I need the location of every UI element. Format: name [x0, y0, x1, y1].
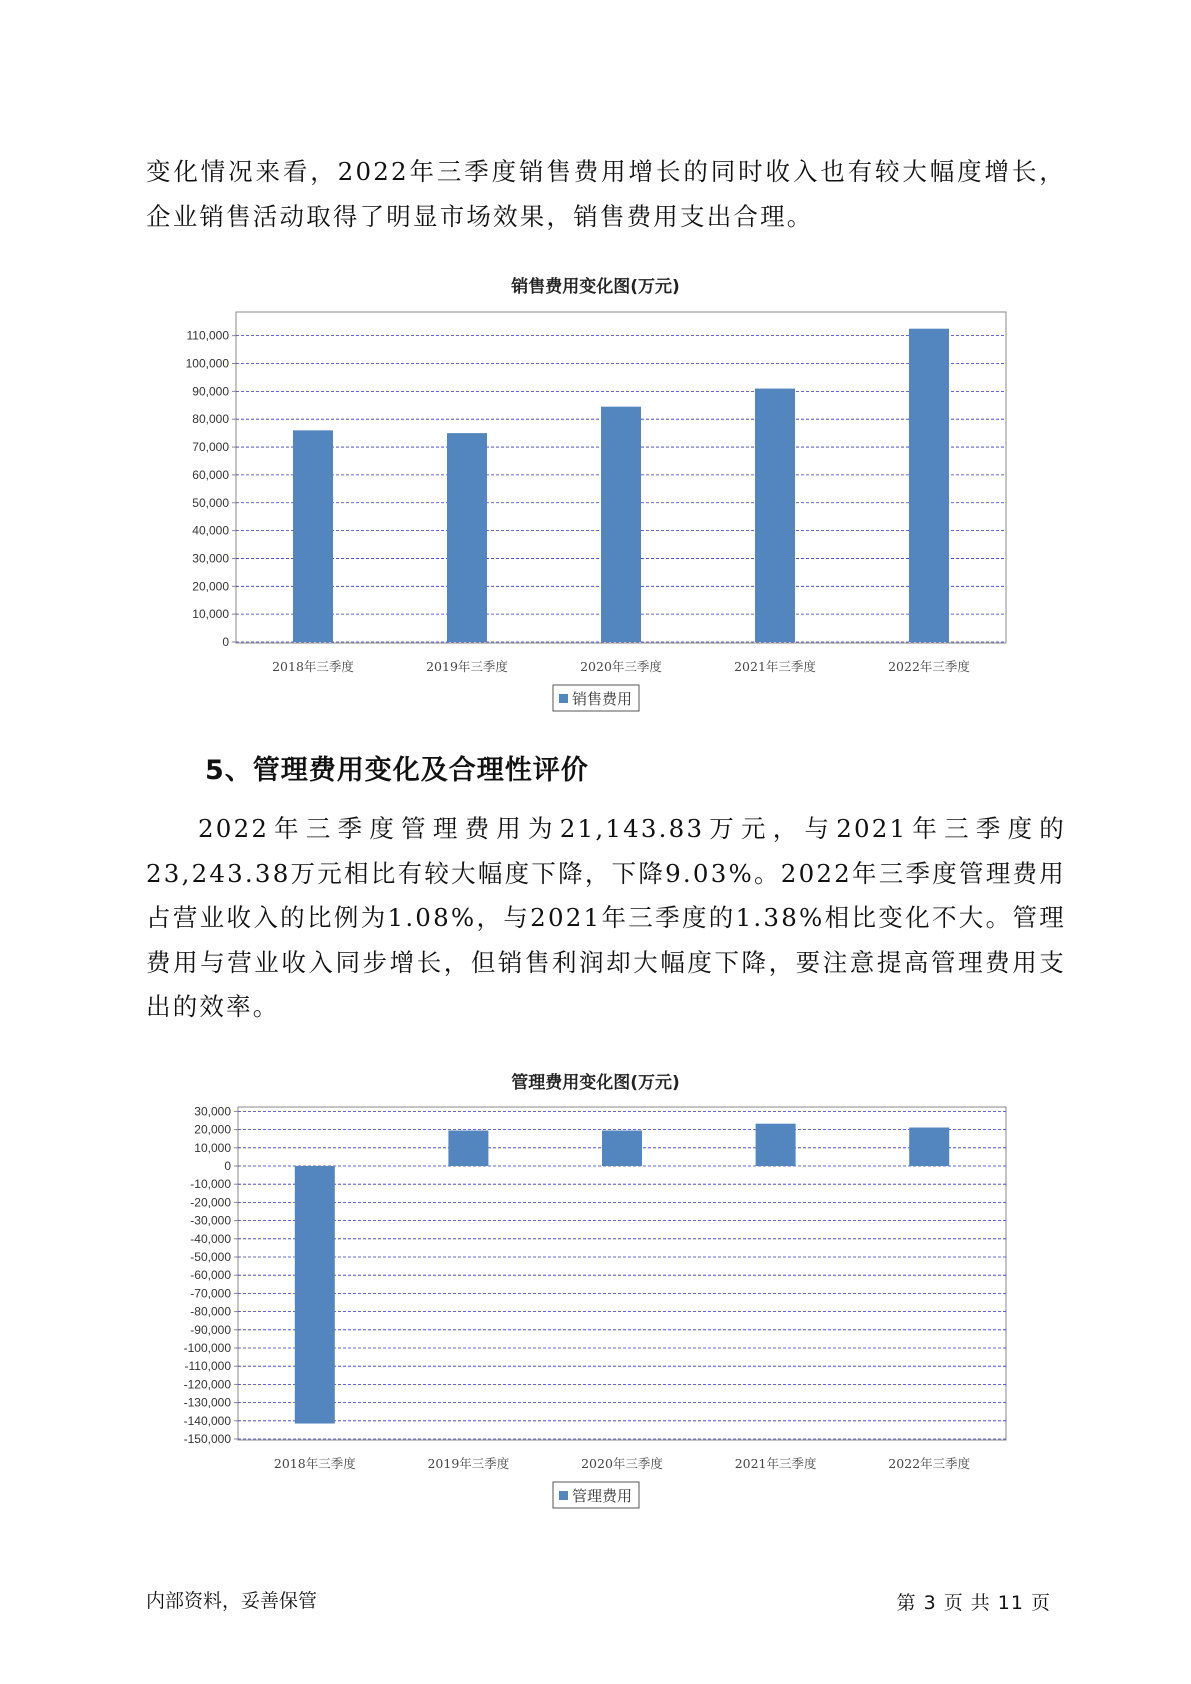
x-category-label: 2022年三季度 [888, 659, 970, 674]
x-category-label: 2021年三季度 [734, 659, 816, 674]
y-tick-label: 10,000 [192, 607, 229, 622]
y-tick-label: 20,000 [192, 579, 229, 594]
x-category-label: 2018年三季度 [273, 1456, 356, 1471]
y-tick-label: -20,000 [190, 1195, 231, 1210]
y-tick-label: -140,000 [183, 1413, 231, 1428]
y-tick-label: -70,000 [190, 1286, 231, 1301]
x-category-label: 2022年三季度 [888, 1456, 971, 1471]
x-category-label: 2019年三季度 [426, 659, 508, 674]
footer-page-number: 第 3 页 共 11 页 [896, 1592, 1051, 1614]
y-tick-label: -110,000 [184, 1359, 231, 1374]
y-tick-label: -30,000 [190, 1213, 231, 1228]
y-tick-label: 70,000 [192, 440, 229, 455]
y-tick-label: -40,000 [190, 1231, 231, 1246]
y-tick-label: -50,000 [190, 1250, 231, 1264]
body-paragraph-1: 变化情况来看，2022年三季度销售费用增长的同时收入也有较大幅度增长，企业销售活动取得了明显市场效果，销售费用支出合理。 [146, 157, 1066, 231]
bar [756, 1124, 796, 1166]
y-tick-label: 90,000 [192, 384, 229, 399]
y-tick-label: 30,000 [194, 1104, 231, 1119]
y-tick-label: 0 [224, 1159, 231, 1173]
x-category-label: 2020年三季度 [581, 1456, 663, 1471]
y-tick-label: 110,000 [186, 328, 229, 343]
y-tick-label: 30,000 [192, 551, 229, 566]
y-tick-label: -130,000 [183, 1395, 231, 1410]
x-category-label: 2019年三季度 [427, 1456, 510, 1471]
y-tick-label: -10,000 [190, 1177, 231, 1192]
y-tick-label: 100,000 [185, 356, 229, 371]
section-heading: 5、管理费用变化及合理性评价 [205, 755, 589, 786]
legend-label: 销售费用 [572, 690, 633, 708]
chart-title-sales-expense: 销售费用变化图(万元) [511, 277, 680, 297]
y-tick-label: 20,000 [194, 1122, 231, 1137]
legend-label: 管理费用 [572, 1487, 633, 1505]
bar [448, 1131, 488, 1166]
x-category-label: 2018年三季度 [272, 659, 354, 674]
y-tick-label: 60,000 [192, 467, 229, 482]
y-tick-label: 80,000 [192, 412, 229, 427]
y-tick-label: -80,000 [190, 1304, 231, 1319]
footer-confidential-note: 内部资料，妥善保管 [146, 1590, 318, 1612]
y-tick-label: -100,000 [183, 1341, 231, 1355]
y-tick-label: 40,000 [192, 523, 229, 538]
y-tick-label: -150,000 [183, 1432, 231, 1446]
y-tick-label: 50,000 [192, 495, 229, 510]
bar [295, 1166, 335, 1424]
bar [909, 1128, 949, 1166]
legend-swatch [559, 1491, 568, 1500]
body-paragraph-2: 2022年三季度管理费用为21,143.83万元，与2021年三季度的23,243.38万元相比有较大幅度下降，下降9.03%。2022年三季度管理费用占营业收入的比例为1.08%，与2021年三季度的1.38%相比变化不大。管理费用与营业收入同步增长，但销售利润却大幅度下降，要注意提高管理费用支出的效率。 [146, 814, 1066, 1021]
y-tick-label: 0 [222, 635, 229, 649]
x-category-label: 2021年三季度 [734, 1456, 817, 1471]
y-tick-label: -60,000 [190, 1268, 231, 1283]
y-tick-label: 10,000 [194, 1140, 231, 1155]
y-tick-label: -120,000 [183, 1377, 231, 1392]
y-tick-label: -90,000 [190, 1322, 231, 1337]
bar [602, 1131, 642, 1166]
chart-title-admin-expense: 管理费用变化图(万元) [511, 1073, 680, 1093]
x-category-label: 2020年三季度 [580, 659, 662, 674]
